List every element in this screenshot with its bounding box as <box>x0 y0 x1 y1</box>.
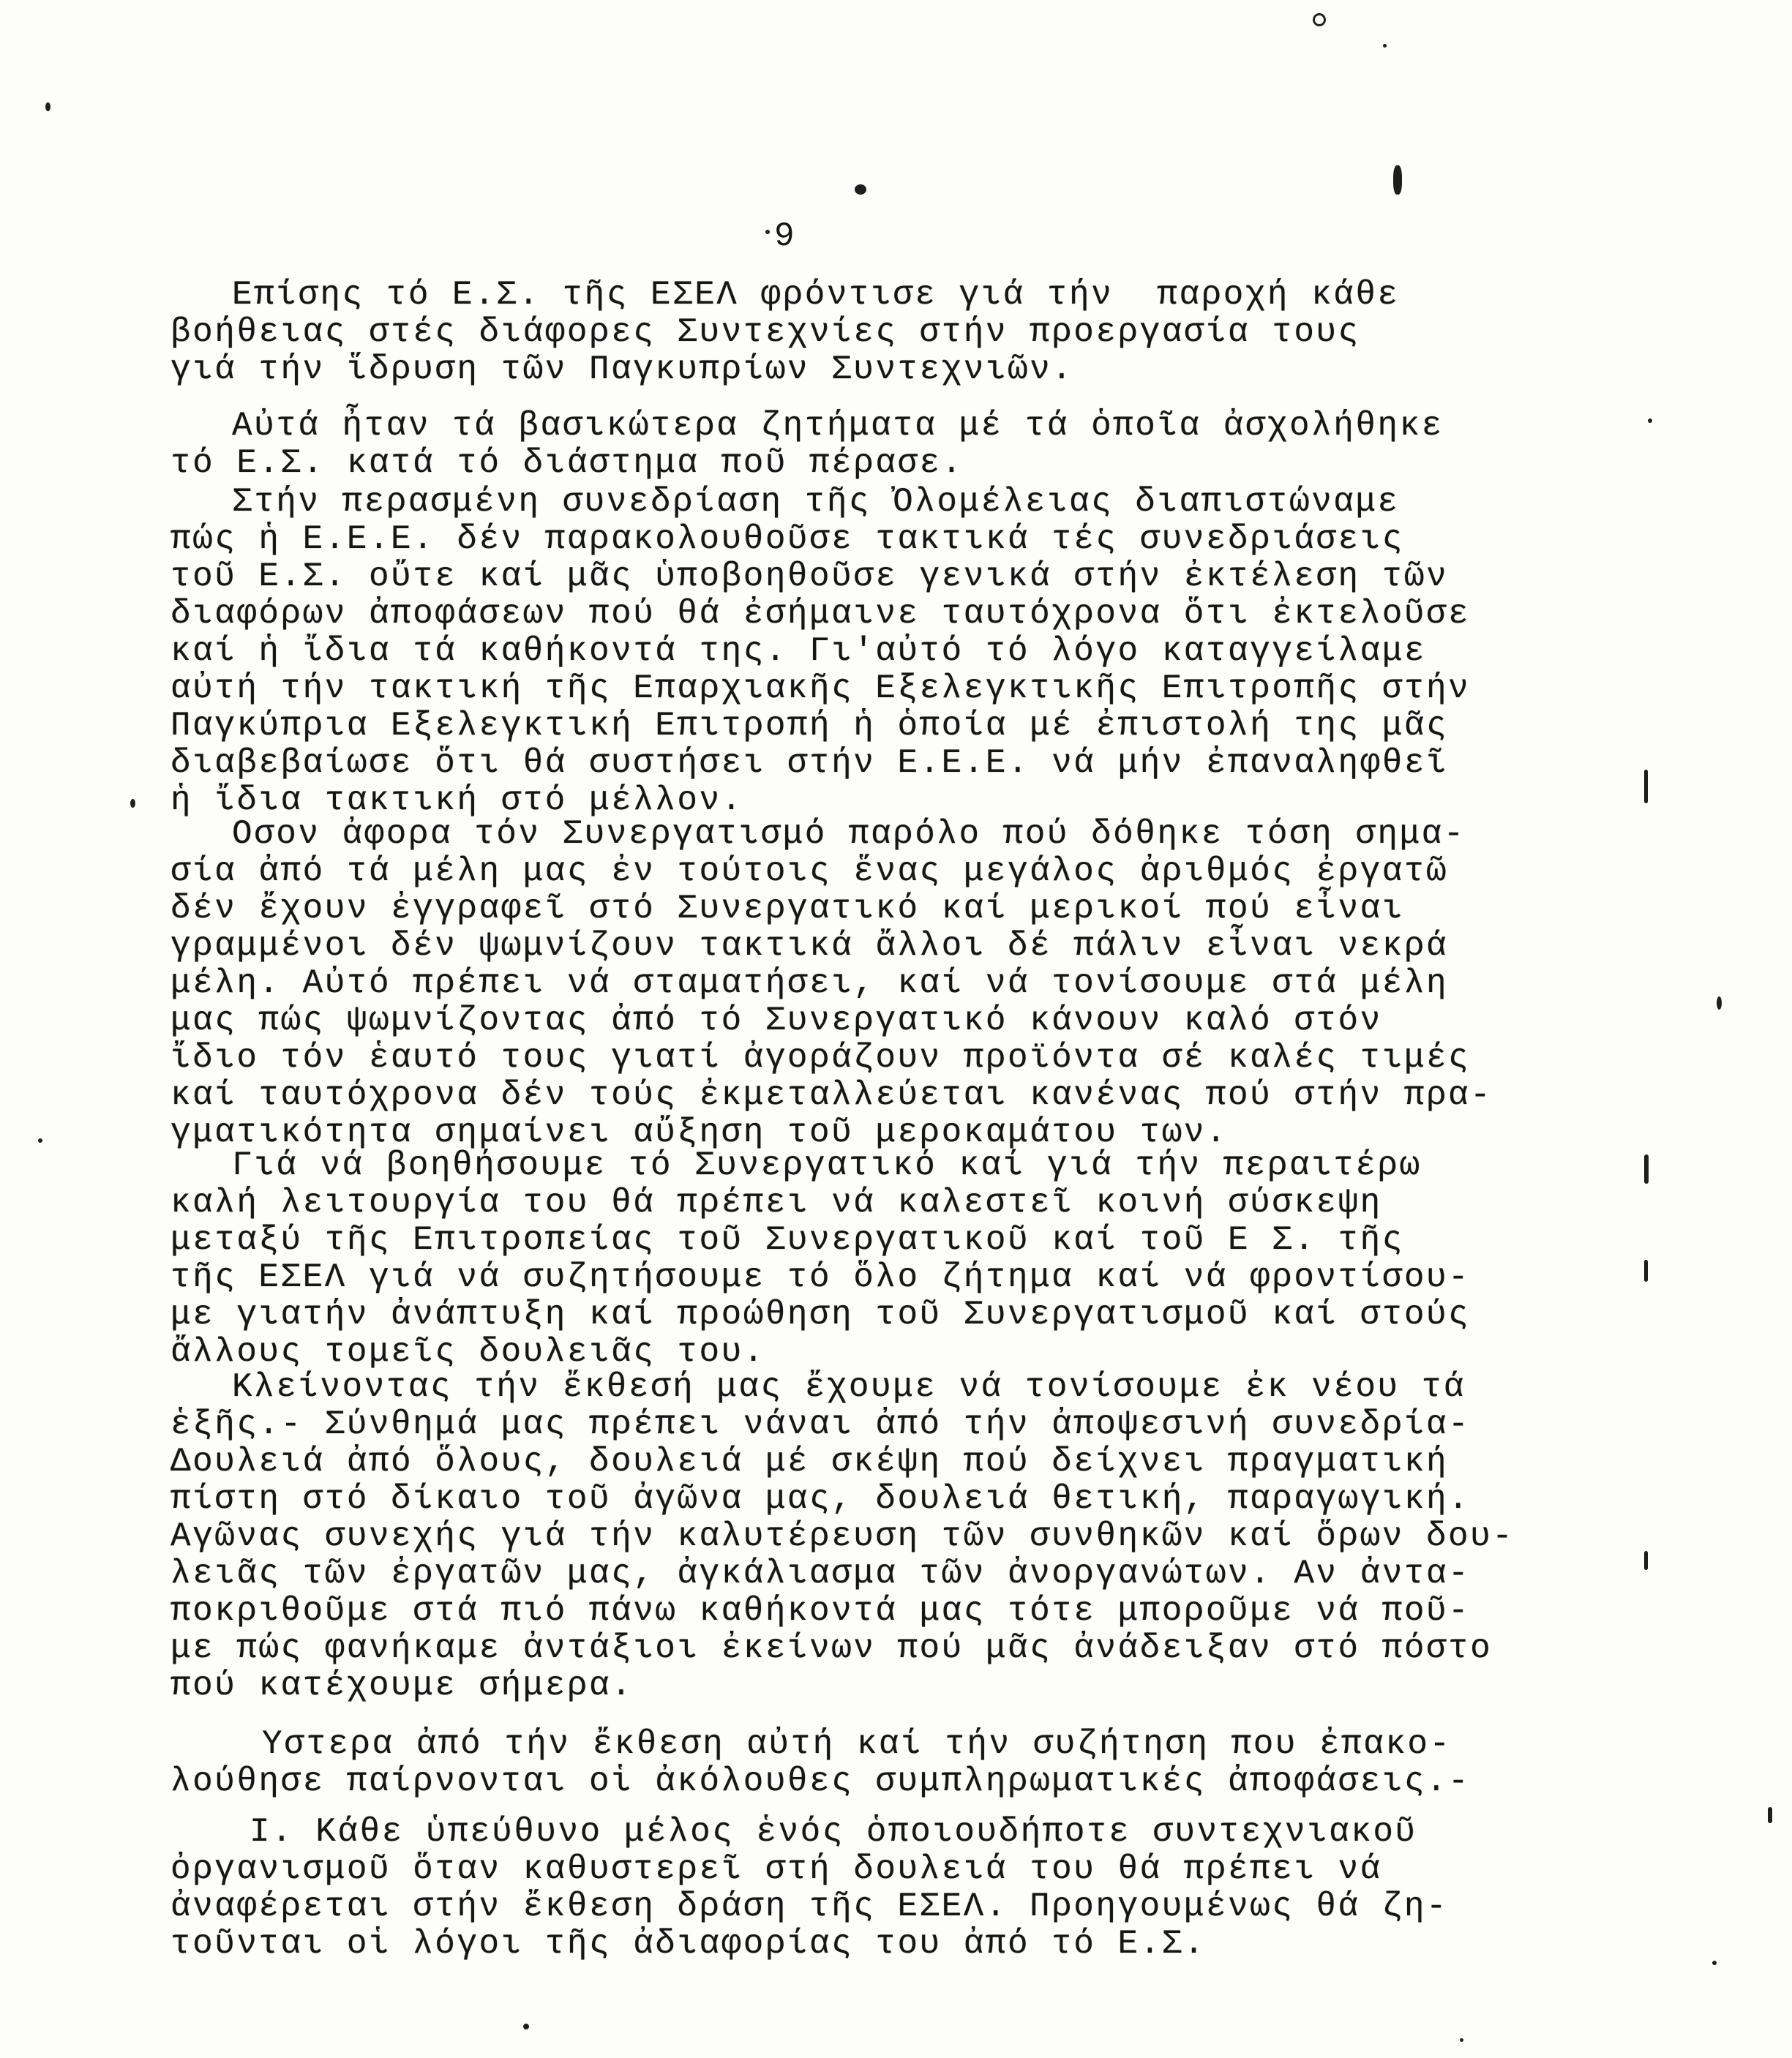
text-line: λούθησε παίρνονται οἱ ἀκόλουθες συμπληρωματικές ἀποφάσεις.- <box>170 1762 1471 1800</box>
ink-speck <box>38 1138 42 1143</box>
paragraph <box>170 816 1492 1152</box>
text-line: ἴδιο τόν ἑαυτό τους γιατί ἀγοράζουν προϊόντα σέ καλές τιμές <box>170 1039 1471 1077</box>
page-number: 9 <box>774 217 797 255</box>
paragraph <box>170 484 1470 819</box>
ink-speck <box>523 2024 529 2029</box>
ink-speck <box>1768 1807 1772 1823</box>
text-line: δέν ἔχουν ἐγγραφεῖ στό Συνεργατικό καί μερικοί πού εἶναι <box>170 890 1404 928</box>
text-line: τοῦ Ε.Σ. οὔτε καί μᾶς ὑποβοηθοῦσε γενικά στήν ἐκτέλεση τῶν <box>170 557 1449 596</box>
text-line: πίστη στό δίκαιο τοῦ ἀγῶνα μας, δουλειά θετική, παραγωγική. <box>170 1480 1471 1518</box>
text-line: μας πώς ψωμνίζοντας ἀπό τό Συνεργατικό κάνουν καλό στόν <box>170 1002 1382 1040</box>
text-line: καλή λειτουργία του θά πρέπει νά καλεστεῖ κοινή σύσκεψη <box>170 1184 1382 1222</box>
text-line: βοήθειας στές διάφορες Συντεχνίες στήν προεργασία τους <box>170 313 1360 351</box>
text-line: ἄλλους τομεῖς δουλειᾶς του. <box>170 1333 765 1371</box>
text-line: αὐτή τήν τακτική τῆς Επαρχιακῆς Εξελεγκτικῆς Επιτροπῆς στήν <box>170 669 1471 707</box>
text-line: τό Ε.Σ. κατά τό διάστημα ποῦ πέρασε. <box>170 444 964 482</box>
ink-speck <box>45 102 50 111</box>
text-line: πώς ἡ Ε.Ε.Ε. δέν παρακολουθοῦσε τακτικά τές συνεδριάσεις <box>170 520 1404 558</box>
text-line: σία ἀπό τά μέλη μας ἐν τούτοις ἕνας μεγάλος ἀριθμός ἐργατῶ <box>170 852 1449 890</box>
paragraph <box>170 1814 1448 1963</box>
paragraph <box>170 1726 1470 1800</box>
text-line: μέλη. Αὐτό πρέπει νά σταματήσει, καί νά τονίσουμε στά μέλη <box>170 964 1449 1002</box>
text-line: ἡ ἴδια τακτική στό μέλλον. <box>170 781 743 819</box>
text-line: ὀργανισμοῦ ὅταν καθυστερεῖ στή δουλειά του θά πρέπει νά <box>170 1850 1382 1888</box>
text-line: ποκριθοῦμε στά πιό πάνω καθήκοντά μας τότε μποροῦμε νά ποῦ- <box>170 1592 1471 1630</box>
text-line: Ι. Κάθε ὑπεύθυνο μέλος ἑνός ὁποιουδήποτε συντεχνιακοῦ <box>250 1813 1417 1851</box>
text-line: λειᾶς τῶν ἐργατῶν μας, ἀγκάλιασμα τῶν ἀνοργανώτων. Αν ἀντα- <box>170 1555 1471 1593</box>
ink-speck <box>1393 165 1402 195</box>
text-line: διαβεβαίωσε ὅτι θά συστήσει στήν Ε.Ε.Ε. νά μήν ἐπαναληφθεῖ <box>170 744 1449 782</box>
text-line: Κλείνοντας τήν ἔκθεσή μας ἔχουμε νά τονίσουμε ἐκ νέου τά <box>232 1368 1466 1406</box>
ink-speck <box>1717 996 1722 1010</box>
ink-speck <box>1644 1551 1648 1570</box>
text-line: Υστερα ἀπό τήν ἔκθεση αὐτή καί τήν συζήτηση που ἐπακο- <box>262 1725 1452 1763</box>
text-line: Στήν περασμένη συνεδρίαση τῆς Ὀλομέλειας διαπιστώναμε <box>232 483 1400 521</box>
text-line: Αὐτά ἦταν τά βασικώτερα ζητήματα μέ τά ὁποῖα ἀσχολήθηκε <box>232 407 1444 445</box>
text-line: γραμμένοι δέν ψωμνίζουν τακτικά ἄλλοι δέ πάλιν εἶναι νεκρά <box>170 927 1449 965</box>
ink-speck <box>1712 1961 1717 1965</box>
text-line: γματικότητα σημαίνει αὔξηση τοῦ μεροκαμάτου των. <box>170 1114 1229 1152</box>
text-line: τῆς ΕΣΕΛ γιά νά συζητήσουμε τό ὅλο ζήτημα καί νά φροντίσου- <box>170 1258 1471 1296</box>
paragraph <box>170 1369 1514 1705</box>
ink-speck <box>1644 1260 1648 1282</box>
text-line: Επίσης τό Ε.Σ. τῆς ΕΣΕΛ φρόντισε γιά τήν παροχή κάθε <box>232 276 1400 314</box>
ink-speck <box>855 184 866 195</box>
text-line: με γιατήν ἀνάπτυξη καί προώθηση τοῦ Συνεργατισμοῦ καί στούς <box>170 1296 1471 1334</box>
text-line: Αγῶνας συνεχής γιά τήν καλυτέρευση τῶν συνθηκῶν καί ὅρων δου- <box>170 1517 1515 1555</box>
text-line: διαφόρων ἀποφάσεων πού θά ἐσήμαινε ταυτόχρονα ὅτι ἐκτελοῦσε <box>170 595 1471 633</box>
ink-speck <box>1383 44 1387 48</box>
ink-speck <box>1644 770 1648 803</box>
text-line: Παγκύπρια Εξελεγκτική Επιτροπή ἡ ὁποία μέ ἐπιστολή της μᾶς <box>170 707 1449 745</box>
text-line: Γιά νά βοηθήσουμε τό Συνεργατικό καί γιά τήν περαιτέρω <box>232 1146 1422 1184</box>
text-line: με πώς φανήκαμε ἀντάξιοι ἐκείνων πού μᾶς ἀνάδειξαν στό πόστο <box>170 1629 1493 1667</box>
ink-speck <box>1460 2038 1463 2042</box>
text-line: πού κατέχουμε σήμερα. <box>170 1667 634 1705</box>
paragraph <box>170 1147 1470 1371</box>
text-line: τοῦνται οἱ λόγοι τῆς ἀδιαφορίας του ἀπό τό Ε.Σ. <box>170 1925 1206 1963</box>
text-line: καί ἡ ἴδια τά καθήκοντά της. Γι'αὐτό τό λόγο καταγγείλαμε <box>170 632 1426 670</box>
text-line: Δουλειά ἀπό ὅλους, δουλειά μέ σκέψη πού δείχνει πραγματική <box>170 1443 1449 1481</box>
paragraph <box>170 277 1400 388</box>
paragraph <box>170 408 1444 482</box>
text-line: γιά τήν ἵδρυση τῶν Παγκυπρίων Συντεχνιῶν. <box>170 350 1074 388</box>
ink-speck <box>130 799 135 808</box>
text-line: μεταξύ τῆς Επιτροπείας τοῦ Συνεργατικοῦ καί τοῦ Ε Σ. τῆς <box>170 1221 1404 1259</box>
ink-speck <box>765 230 770 234</box>
text-line: Οσον ἀφορα τόν Συνεργατισμό παρόλο πού δόθηκε τόση σημα- <box>232 815 1466 853</box>
ink-speck <box>1313 13 1326 26</box>
text-line: ἀναφέρεται στήν ἔκθεση δράση τῆς ΕΣΕΛ. Προηγουμένως θά ζη- <box>170 1888 1449 1926</box>
text-line: καί ταυτόχρονα δέν τούς ἐκμεταλλεύεται κανένας πού στήν πρα- <box>170 1076 1493 1114</box>
ink-speck <box>1644 1154 1649 1184</box>
text-line: ἑξῆς.- Σύνθημά μας πρέπει νάναι ἀπό τήν ἀποψεσινή συνεδρία- <box>170 1405 1471 1443</box>
ink-speck <box>1648 418 1652 423</box>
